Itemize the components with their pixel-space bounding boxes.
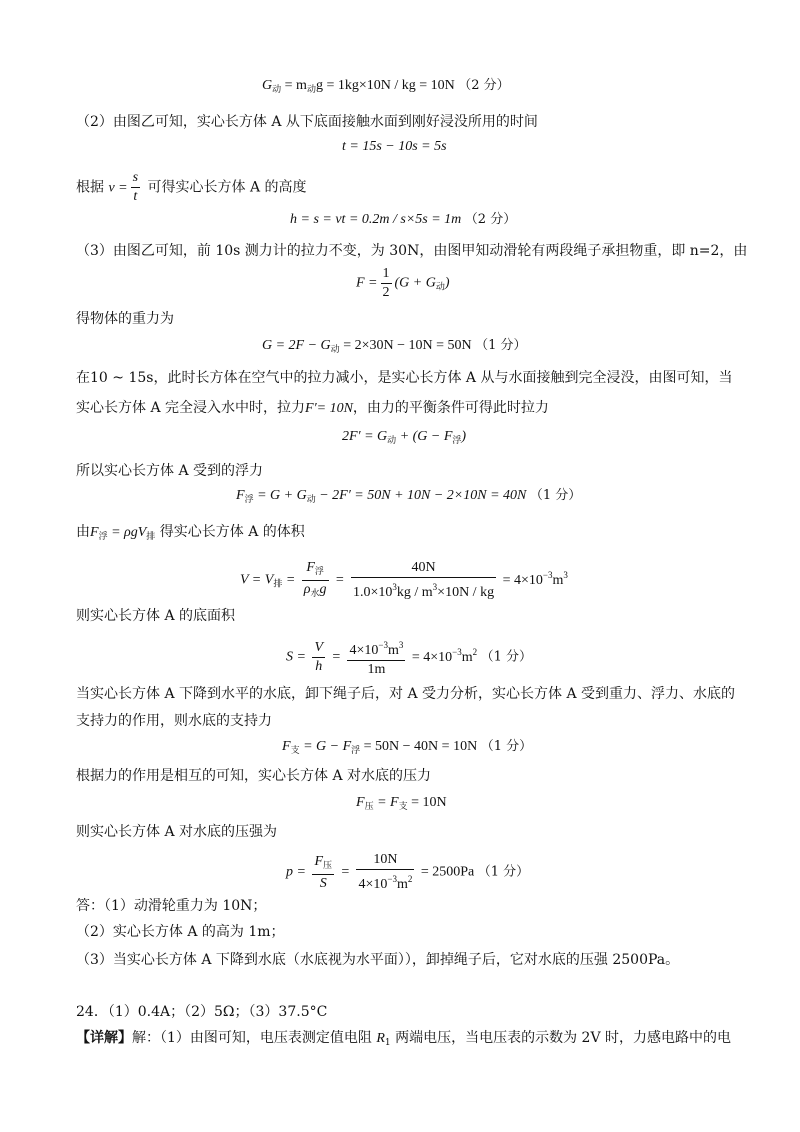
- equation-dynamic-pulley-weight: $G_动 = m_动g = 1kg\times 10N$ / kg = 10N （2 分）: [262, 78, 510, 94]
- score-label: （2 分）: [458, 78, 510, 93]
- detail-tag: 【详解】: [76, 1030, 132, 1046]
- text-force-analysis: 当实心长方体 A 下降到水平的水底，卸下绳子后，对 A 受力分析，实心长方体 A 受到重力、浮力、水底的: [76, 686, 736, 702]
- fraction-one-half: $\frac{1}{2}$: [382, 266, 390, 300]
- score-label: （1 分）: [480, 739, 533, 754]
- equation-balance: $2F' = G_动 + (G - F_浮)$: [342, 429, 467, 445]
- fraction-area-values: $\frac{4\times 10^{-3}m^3}{1m}$: [347, 637, 405, 678]
- text-part3-intro: （3）由图乙可知，前 10s 测力计的拉力不变，为 30N，由图甲知动滑轮有两段绳子承担物重，即 n=2，由: [76, 243, 748, 259]
- score-label: （1 分）: [477, 864, 530, 880]
- fraction-buoyancy-over-rho-g: $\frac{F_浮}{\rho_水g}$: [303, 560, 327, 598]
- fraction-v-over-h: $\frac{V}{h}$: [314, 640, 324, 674]
- equation-volume: $V = V_排$ = $\frac{F_浮}{\rho_水g}$ = $\frac{40N}{1.0\times 10^3kg / m^3\times 10N / kg}$ = $4\times 10^{-3}m^3$: [240, 560, 568, 600]
- equation-pressure-force: $F_压 = F_支 = 10N$: [356, 795, 447, 811]
- answer-3: （3）当实心长方体 A 下降到水底（水底视为水平面）），卸掉绳子后，它对水底的压强 2500Pa。: [76, 952, 680, 968]
- score-label: （2 分）: [464, 212, 517, 227]
- fraction-s-over-t: $\frac{s}{t}$: [132, 170, 139, 204]
- equation-buoyancy: $F_浮 = G + G_动 - 2F' = 50N + 10N - 2\times 10N = 40N$ （1 分）: [236, 488, 582, 504]
- text-buoyancy-intro: 所以实心长方体 A 受到的浮力: [76, 463, 264, 479]
- text-immersion-pull: 实心长方体 A 完全浸入水中时，拉力F′= 10N，由力的平衡条件可得此时拉力: [76, 400, 549, 416]
- equation-force-relation: F = $\frac{1}{2}$ $(G + G_动)$: [356, 266, 450, 300]
- text-volume-intro: 由$F_浮 = \rho gV_排$ 得实心长方体 A 的体积: [76, 524, 305, 541]
- equation-gravity: $G = 2F - G_动 = 2\times 30N - 10N = 50N$ （1 分）: [262, 338, 527, 354]
- text-pressure-force-intro: 根据力的作用是相互的可知，实心长方体 A 对水底的压力: [76, 768, 432, 784]
- equation-support-force: $F_支 = G - F_浮 = 50N - 40N = 10N$ （1 分）: [282, 739, 533, 755]
- score-label: （1 分）: [475, 338, 527, 353]
- answer-2: （2）实心长方体 A 的高为 1m；: [76, 924, 285, 940]
- fraction-f-over-s: $\frac{F_压}{S}$: [314, 853, 333, 891]
- text-pressure-intro: 则实心长方体 A 对水底的压强为: [76, 824, 278, 840]
- answer-1: 答：（1）动滑轮重力为 10N；: [76, 898, 267, 914]
- equation-height: h = s = vt = 0.2m / s×5s = 1m （2 分）: [290, 212, 517, 227]
- text-velocity-formula: 根据 v = $\frac{s}{t}$ 可得实心长方体 A 的高度: [76, 170, 307, 204]
- score-label: （1 分）: [529, 488, 582, 503]
- equation-base-area: S = $\frac{V}{h}$ = $\frac{4\times 10^{-3}m^3}{1m}$ = $4\times 10^{-3}m^2$ （1 分）: [286, 637, 532, 678]
- text-support-force-intro: 支持力的作用，则水底的支持力: [76, 713, 272, 729]
- text-object-weight: 得物体的重力为: [76, 311, 174, 327]
- equation-pressure: p = $\frac{F_压}{S}$ = $\frac{10N}{4\times 10^{-3}m^2}$ = 2500Pa （1 分）: [286, 852, 530, 892]
- text-part2-intro: （2）由图乙可知，实心长方体 A 从下底面接触水面到刚好浸没所用的时间: [76, 114, 538, 130]
- fraction-pressure-values: $\frac{10N}{4\times 10^{-3}m^2}$: [358, 852, 413, 892]
- question-24-answers: 24．（1）0.4A；（2）5Ω；（3）37.5°C: [76, 1004, 328, 1020]
- score-label: （1 分）: [480, 649, 533, 665]
- detail-explanation: 【详解】解：（1）由图可知，电压表测定值电阻 $R_1$ 两端电压，当电压表的示数为 2V 时，力感电路中的电: [76, 1030, 732, 1048]
- equation-time: t = 15s − 10s = 5s: [342, 139, 447, 154]
- text-interval-analysis: 在10 ~ 15s，此时长方体在空气中的拉力减小，是实心长方体 A 从与水面接触到完全浸没，由图可知，当: [76, 370, 733, 386]
- text-base-area-intro: 则实心长方体 A 的底面积: [76, 608, 236, 624]
- fraction-volume-values: $\frac{40N}{1.0\times 10^3kg / m^3\times 10N / kg}$: [352, 560, 495, 600]
